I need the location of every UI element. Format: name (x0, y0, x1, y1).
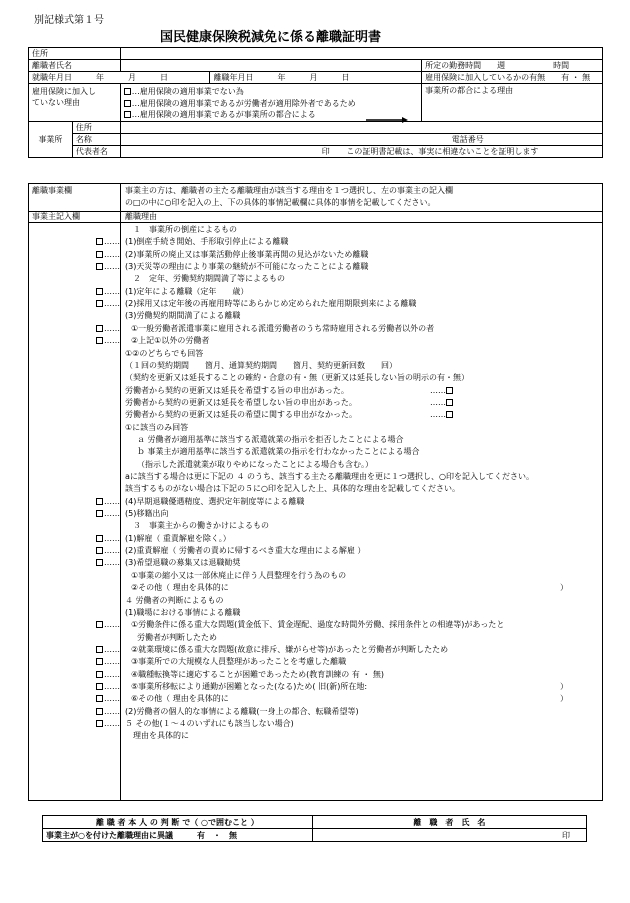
leader-dots: …… (430, 385, 446, 395)
reason-line: ③事業所での大規模な人員整理があったことを考慮した離職 (131, 657, 347, 667)
no-insurance-reason-label (29, 84, 121, 122)
checkbox[interactable] (96, 300, 103, 307)
checkbox[interactable] (96, 535, 103, 542)
reason-header: 離職理由 (125, 212, 157, 221)
footer-table (42, 815, 587, 842)
reason-line: ①に該当のみ回答 (125, 422, 189, 432)
reason-line: ｂ 事業主が適用基準に該当する派遣就業の指示を行わなかったことによる場合 (137, 447, 420, 457)
reason-list (0, 225, 630, 785)
employer-checkbox[interactable] (72, 558, 120, 569)
col1-sub-label: 事業主記入欄 (32, 212, 80, 221)
hire-date[interactable]: 就職年月日 年 月 日 (29, 72, 210, 84)
reason-line: 労働者から契約の更新又は延長を希望する旨の申出があった。 (125, 385, 349, 395)
reason-line: ａ 労働者が適用基準に該当する派遣就業の指示を拒否したことによる場合 (137, 434, 404, 444)
checkbox[interactable] (96, 510, 103, 517)
leader-dots: …… (104, 558, 120, 568)
reason-line: 該当するものがない場合は下記の５に○印を記入した上、具体的な理由を記載してください。 (125, 484, 460, 494)
insurance-question[interactable]: 雇用保険に加入しているかの有無 有 ・ 無 (422, 72, 603, 84)
reason-line: ①労働条件に係る重大な問題(賃金低下、賃金遅配、過度な時間外労働、採用条件との相違等)があったと (131, 620, 505, 630)
leader-dots: …… (104, 644, 120, 654)
no-insurance-label-line2: ていない理由 (32, 98, 80, 107)
reason-line: ①事業の縮小又は一部休廃止に伴う人員整理を行う為のもの (131, 570, 347, 580)
reason-line: (2)事業所の廃止又は事業活動停止後事業再開の見込がないため離職 (125, 249, 369, 259)
leave-date[interactable]: 離職年月日 年 月 日 (210, 72, 422, 84)
reason-line: ②その他（ 理由を具体的に (131, 583, 229, 593)
reason-line: ①一般労働者派遣事業に雇用される派遣労働者のうち常時雇用される労働者以外の者 (131, 323, 435, 333)
closing-paren: ） (560, 583, 568, 593)
leaver-name-label: 離職者氏名 (29, 60, 121, 72)
checkbox[interactable] (96, 288, 103, 295)
leader-dots: …… (104, 546, 120, 556)
judgement-label: 離 職 者 本 人 の 判 断 で（ ○で囲むこと ） (43, 816, 313, 829)
leader-dots: …… (104, 719, 120, 728)
leader-dots: …… (104, 237, 120, 247)
seal-mark: 印 (321, 147, 330, 156)
reason-line: (3)労働契約期間満了による離職 (125, 311, 241, 321)
reason-line: aに該当する場合は更に下記の ４ のうち、該当する主たる離職理由を更に１つ選択し、○印を記入してください。 (125, 472, 534, 481)
checkbox[interactable] (446, 387, 453, 394)
checkbox[interactable] (96, 646, 103, 653)
leader-dots: …… (104, 681, 120, 691)
checkbox[interactable] (96, 720, 103, 727)
header-divider (28, 211, 603, 212)
checkbox[interactable] (96, 325, 103, 332)
checkbox[interactable] (96, 671, 103, 678)
reason-line: (1)定年による離職（定年 歳） (125, 286, 249, 296)
certify-statement: この証明書記載は、事実に相違ないことを証明します (346, 147, 539, 156)
employer-checkbox[interactable] (72, 707, 120, 718)
work-hours[interactable]: 所定の勤務時間 週 時間 (422, 60, 603, 72)
employer-checkbox[interactable] (72, 694, 120, 705)
leader-dots: …… (104, 620, 120, 630)
reason-line: （指示した派遣就業が取りやめになったことによる場合も含む。） (137, 459, 373, 469)
reason-option-1-text: …雇用保険の適用事業でない為 (131, 87, 244, 96)
leaver-signature-field[interactable] (312, 829, 586, 842)
closing-paren: ） (560, 681, 568, 691)
employer-checkbox[interactable] (72, 237, 120, 248)
employer-checkbox[interactable] (72, 299, 120, 310)
employer-checkbox[interactable] (72, 682, 120, 693)
col1-label: 離職事業欄 (32, 186, 72, 195)
reason-line: (1)倒産手続き開始、手形取引停止による離職 (125, 237, 289, 247)
leader-dots: …… (104, 286, 120, 296)
reason-option-1[interactable] (124, 86, 418, 98)
employer-checkbox[interactable] (72, 250, 120, 261)
instruction-line2: の□の中に○印を記入の上、下の具体的事情記載欄に具体的事情を記載してください。 (125, 198, 436, 207)
leader-dots: …… (104, 249, 120, 259)
closing-paren: ） (560, 694, 568, 704)
reason-line: ⑥その他（ 理由を具体的に (131, 694, 229, 704)
leader-dots: …… (430, 397, 446, 407)
checkbox[interactable] (96, 337, 103, 344)
checkbox[interactable] (96, 695, 103, 702)
rep-label: 代表者名 (72, 146, 120, 158)
leader-dots: …… (104, 336, 120, 346)
employer-checkbox[interactable] (72, 645, 120, 656)
subheader-divider (28, 222, 603, 223)
reason-line: ②就業環境に係る重大な問題(故意に排斥、嫌がらせ等)があったと労働者が判断したため (131, 644, 449, 654)
arrow-right-icon (366, 116, 408, 124)
reason-line: （契約を更新又は延長することの確約・合意の有・無（更新又は延長しない旨の明示の有・無） (125, 373, 469, 383)
instruction-line1: 事業主の方は、離職者の主たる離職理由が該当する理由を１つ選択し、左の事業主の記入欄 (125, 186, 453, 195)
employer-checkbox[interactable] (72, 262, 120, 273)
reason-line: (2)重責解雇（ 労働者の責めに帰するべき重大な理由による解雇 ） (125, 546, 366, 556)
employer-checkbox[interactable] (72, 620, 120, 631)
leader-dots: …… (104, 262, 120, 272)
address-label: 住所 (29, 48, 121, 60)
reason-option-3-text: …雇用保険の適用事業であるが事業所の都合による (131, 110, 316, 119)
reason-line: (3)天災等の理由により事業の継続が不可能になったことによる離職 (125, 262, 369, 272)
reason-option-2-text: …雇用保険の適用事業であるが労働者が適用除外者であるため (131, 98, 356, 108)
leader-dots: …… (430, 410, 446, 420)
employer-checkbox[interactable] (72, 670, 120, 681)
reason-line: (3)希望退職の募集又は退職勧奨 (125, 558, 241, 568)
inline-checkbox[interactable] (430, 410, 454, 421)
rep-field[interactable] (120, 146, 602, 158)
checkbox[interactable] (96, 498, 103, 505)
form-label: 別記様式第１号 (34, 15, 104, 26)
checkbox[interactable] (96, 658, 103, 665)
reason-line: ２ 定年、労働契約期間満了等によるもの (133, 274, 285, 284)
office-address-field[interactable] (120, 122, 602, 134)
checkbox[interactable] (124, 88, 131, 95)
reason-line: 労働者から契約の更新又は延長の希望に関する申出がなかった。 (125, 410, 357, 420)
leader-dots: …… (104, 323, 120, 333)
employer-checkbox[interactable] (72, 546, 120, 557)
leader-dots: …… (104, 669, 120, 679)
checkbox[interactable] (96, 621, 103, 628)
leader-dots: …… (104, 706, 120, 716)
reason-line: ①②のどちらでも回答 (125, 348, 204, 358)
inline-checkbox[interactable] (430, 398, 454, 409)
reason-line: ３ 事業主からの働きかけによるもの (133, 521, 269, 531)
checkbox[interactable] (124, 111, 131, 118)
leader-dots: …… (104, 299, 120, 309)
leaver-name-footer-label: 離 職 者 氏 名 (312, 816, 586, 829)
header-table (28, 47, 603, 158)
checkbox[interactable] (96, 683, 103, 690)
employer-checkbox[interactable] (72, 336, 120, 347)
reason-line: (5)移籍出向 (125, 509, 169, 519)
leader-dots: …… (104, 496, 120, 506)
page-title: 国民健康保険税減免に係る離職証明書 (160, 30, 382, 45)
reason-line: (2)労働者の個人的な事情による離職(一身上の都合、転職希望等) (125, 706, 359, 716)
objection-field[interactable]: 事業主が○を付けた離職理由に異議 有 ・ 無 (43, 829, 313, 842)
checkbox[interactable] (96, 238, 103, 245)
leader-dots: …… (104, 657, 120, 667)
reason-option-2[interactable] (124, 98, 418, 110)
reason-line: 労働者が判断したため (137, 632, 217, 642)
checkbox[interactable] (96, 263, 103, 270)
no-insurance-label-line1: 雇用保険に加入し (32, 87, 96, 96)
employer-reason-label: 事業所の都合による理由 (425, 86, 514, 95)
reason-line: １ 事業所の倒産によるもの (133, 225, 237, 234)
reason-line: (4)早期退職優遇精度、選択定年制度等による離職 (125, 496, 305, 506)
reason-line: ４ 労働者の判断によるもの (125, 595, 224, 605)
employer-checkbox[interactable] (72, 509, 120, 520)
office-name-label: 名称 (72, 134, 120, 146)
reason-line: (1)職場における事情による離職 (125, 607, 241, 617)
phone-label: 電話番号 (451, 135, 484, 144)
employer-checkbox[interactable] (72, 719, 120, 730)
checkbox[interactable] (96, 708, 103, 715)
office-name-field[interactable] (120, 134, 602, 146)
checkbox[interactable] (96, 251, 103, 258)
employer-checkbox[interactable] (72, 324, 120, 335)
checkbox[interactable] (446, 399, 453, 406)
employer-reason-cell[interactable] (422, 84, 603, 122)
employer-checkbox[interactable] (72, 657, 120, 668)
reason-line: (2)採用又は定年後の再雇用時等にあらかじめ定められた雇用期限到来による離職 (125, 299, 417, 309)
checkbox[interactable] (96, 559, 103, 566)
office-label: 事業所 (29, 122, 73, 158)
inline-checkbox[interactable] (430, 386, 454, 397)
reason-line: ⑤事業所移転により通勤が困難となった(なる)ため( 旧(新)所在地: (131, 681, 368, 691)
reason-line: ②上記①以外の労働者 (131, 336, 210, 346)
reason-line: （１回の契約期間 箇月、通算契約期間 箇月、契約更新回数 回） (125, 360, 397, 370)
employer-checkbox[interactable] (72, 534, 120, 545)
leader-dots: …… (104, 509, 120, 519)
reason-line: ５ その他(１～４のいずれにも該当しない場合) (125, 719, 294, 728)
leader-dots: …… (104, 533, 120, 543)
reason-line: ④職種転換等に適応することが困難であったため(教育訓練の 有 ・ 無) (131, 669, 384, 679)
checkbox[interactable] (446, 411, 453, 418)
checkbox[interactable] (124, 100, 131, 107)
reason-line: 労働者から契約の更新又は延長を希望しない旨の申出があった。 (125, 397, 357, 407)
footer-seal: 印 (562, 830, 570, 840)
leader-dots: …… (104, 694, 120, 704)
employer-checkbox[interactable] (72, 497, 120, 508)
employer-checkbox[interactable] (72, 287, 120, 298)
reason-line: 理由を具体的に (133, 731, 189, 741)
address-field[interactable] (120, 48, 602, 60)
office-address-label: 住所 (72, 122, 120, 134)
leaver-name-field[interactable] (120, 60, 421, 72)
reason-line: (1)解雇（ 重責解雇を除く。） (125, 533, 231, 543)
checkbox[interactable] (96, 547, 103, 554)
